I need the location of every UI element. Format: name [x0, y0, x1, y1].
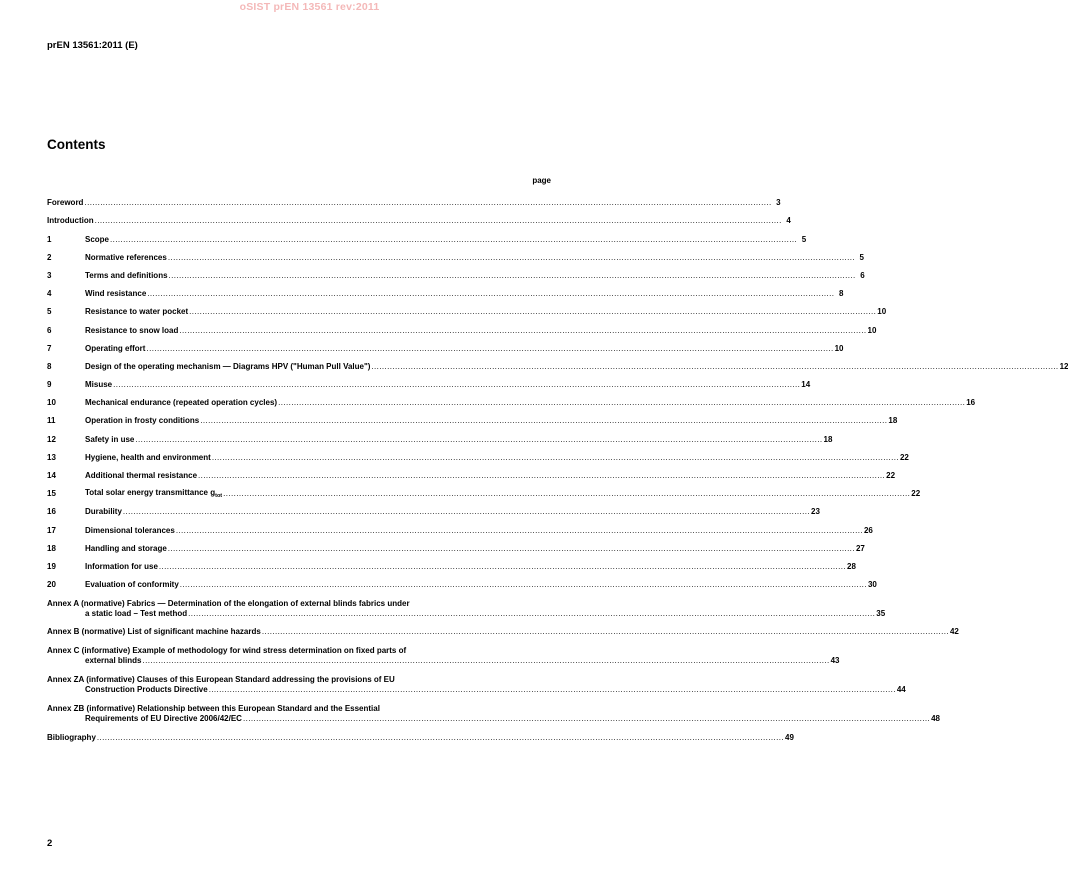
dot-leader: ...................................................................................................................................................................................................................................................................... — [122, 507, 811, 517]
watermark: oSIST prEN 13561 rev:2011 — [239, 1, 380, 13]
toc-entry-clause-6[interactable] — [47, 319, 877, 337]
dot-leader: ...................................................................................................................................................................................................................................................................... — [242, 714, 931, 724]
clause-number: 13 — [47, 452, 56, 462]
toc-entry-body — [85, 398, 976, 408]
toc-entry-foreword[interactable] — [47, 192, 781, 210]
annex-title-line1: Annex B (normative) List of significant machine hazards — [47, 627, 261, 637]
subscript: tot — [215, 493, 223, 500]
toc-page: 44 — [896, 685, 906, 695]
toc-title-text: Dimensional tolerances — [85, 525, 175, 535]
toc-entry-body — [47, 668, 906, 695]
dot-leader: ...................................................................................................................................................................................................................................................................... — [158, 561, 847, 571]
annex-title-continuation: external blinds — [85, 656, 142, 666]
toc-entry-clause-20[interactable] — [47, 574, 877, 592]
toc-entry-body — [47, 592, 886, 619]
toc-entry-bibliography[interactable] — [47, 726, 794, 744]
toc-title-text: Design of the operating mechanism — Diagrams HPV ("Human Pull Value") — [85, 361, 371, 371]
toc-title: Introduction — [47, 216, 94, 226]
toc-entry-body — [85, 343, 844, 354]
dot-leader: ...................................................................................................................................................................................................................................................................... — [261, 627, 949, 637]
page-column-label: page — [532, 176, 551, 185]
toc-entry-clause-2[interactable] — [47, 247, 864, 265]
toc-entry-clause-9[interactable] — [47, 374, 811, 392]
toc-entry-body — [85, 416, 898, 426]
dot-leader: ...................................................................................................................................................................................................................................................................... — [188, 609, 876, 619]
clause-number: 7 — [47, 343, 52, 353]
dot-leader: ...................................................................................................................................................................................................................................................................... — [110, 234, 798, 244]
toc-title — [85, 488, 222, 499]
toc-entry-body — [85, 525, 873, 536]
dot-leader: ...................................................................................................................................................................................................................................................................... — [189, 307, 877, 317]
annex-title-continuation: a static load – Test method — [85, 609, 188, 619]
toc-entry-body — [85, 380, 811, 390]
toc-entry-clause-13[interactable] — [47, 447, 909, 465]
toc-page: 23 — [811, 507, 820, 517]
dot-leader: ...................................................................................................................................................................................................................................................................... — [179, 325, 867, 335]
toc-title-text: Terms and definitions — [85, 270, 168, 280]
toc-title: Foreword — [47, 198, 84, 208]
toc-entry-body — [85, 434, 833, 445]
toc-page: 49 — [785, 732, 794, 742]
toc-entry-clause-11[interactable] — [47, 410, 898, 428]
toc-entry-clause-7[interactable] — [47, 338, 844, 356]
toc-title-text: Wind resistance — [85, 289, 147, 299]
toc-title — [85, 453, 211, 463]
toc-page: 35 — [876, 609, 886, 619]
toc-page: 8 — [838, 289, 844, 299]
toc-title — [85, 362, 370, 372]
toc-page: 48 — [931, 714, 940, 724]
dot-leader: ...................................................................................................................................................................................................................................................................... — [175, 525, 863, 535]
dot-leader: ...................................................................................................................................................................................................................................................................... — [94, 216, 782, 226]
clause-number: 11 — [47, 416, 56, 426]
dot-leader: ...................................................................................................................................................................................................................................................................... — [135, 434, 823, 444]
dot-leader: ...................................................................................................................................................................................................................................................................... — [278, 398, 966, 408]
toc-title — [85, 580, 179, 590]
toc-title-text: Scope — [85, 234, 110, 244]
toc-title-text: Resistance to water pocket — [85, 307, 189, 317]
toc-page: 18 — [823, 434, 833, 444]
dot-leader: ...................................................................................................................................................................................................................................................................... — [96, 732, 785, 742]
toc-title-text: Additional thermal resistance — [85, 471, 198, 480]
toc-entry-clause-5[interactable] — [47, 301, 887, 319]
toc-title-text: Operation in frosty conditions — [85, 416, 200, 426]
clause-number: 20 — [47, 580, 56, 590]
toc-entry-body — [85, 543, 865, 554]
toc-clauses — [47, 228, 1068, 592]
clause-number: 6 — [47, 325, 52, 335]
toc-page: 18 — [888, 416, 898, 426]
toc-title-text: Normative references — [85, 252, 167, 262]
toc-title-text: Mechanical endurance (repeated operation cycles) — [85, 398, 278, 408]
toc-title — [85, 507, 122, 517]
toc-title — [85, 526, 175, 536]
toc-title-text: Handling and storage — [85, 543, 167, 553]
clause-number: 14 — [47, 471, 56, 480]
toc-entry-clause-3[interactable] — [47, 265, 865, 283]
toc-entry-body — [85, 580, 877, 590]
toc-entry-body — [85, 452, 909, 463]
toc-entry-body — [85, 471, 896, 481]
dot-leader: ...................................................................................................................................................................................................................................................................... — [208, 685, 896, 695]
toc-page: 42 — [949, 627, 959, 637]
toc-entry-annex[interactable] — [47, 697, 940, 726]
toc-title — [85, 253, 167, 263]
annex-title-continuation: Requirements of EU Directive 2006/42/EC — [85, 714, 242, 724]
dot-leader: ...................................................................................................................................................................................................................................................................... — [223, 489, 911, 499]
annex-title-line1: Annex A (normative) Fabrics — Determination of the elongation of external blinds fabrics under — [47, 599, 410, 609]
toc-title-text: Safety in use — [85, 434, 135, 444]
toc-title: Bibliography — [47, 732, 96, 742]
toc-entry-annex[interactable] — [47, 668, 906, 697]
toc-page: 43 — [830, 656, 840, 666]
toc-entry-body — [85, 361, 1068, 372]
clause-number: 18 — [47, 543, 56, 553]
toc-title-text: Misuse — [85, 380, 113, 390]
annex-title-line1: Annex ZB (informative) Relationship between this European Standard and the Essential — [47, 704, 380, 714]
clause-number: 16 — [47, 507, 56, 517]
toc-entry-body — [47, 697, 940, 724]
toc-page: 3 — [776, 198, 781, 208]
toc-entry-clause-12[interactable] — [47, 428, 833, 446]
toc-page: 14 — [801, 380, 811, 390]
clause-number: 5 — [47, 307, 52, 317]
toc-entry-clause-19[interactable] — [47, 556, 856, 574]
dot-leader: ...................................................................................................................................................................................................................................................................... — [142, 656, 830, 666]
toc-entry-clause-8[interactable] — [47, 356, 1068, 374]
toc-page: 26 — [863, 525, 873, 535]
toc-entry-clause-14[interactable] — [47, 465, 896, 483]
toc-page: 16 — [966, 398, 976, 408]
clause-number: 9 — [47, 380, 52, 390]
toc-title — [85, 344, 145, 354]
toc-title-text: Evaluation of conformity — [85, 580, 179, 590]
toc-title — [85, 235, 109, 245]
clause-number: 17 — [47, 525, 56, 535]
toc-title — [85, 380, 112, 390]
toc-entry-clause-10[interactable] — [47, 392, 976, 410]
toc-entry-clause-17[interactable] — [47, 519, 873, 537]
annex-title-line1: Annex C (informative) Example of methodology for wind stress determination on fixed parts of — [47, 646, 407, 656]
toc-entry-annex[interactable] — [47, 639, 840, 668]
toc-annexes — [47, 592, 959, 726]
toc-entry-body — [85, 270, 865, 281]
dot-leader: ...................................................................................................................................................................................................................................................................... — [146, 343, 834, 353]
clause-number: 10 — [47, 398, 56, 408]
toc-page: 4 — [786, 216, 791, 226]
dot-leader: ...................................................................................................................................................................................................................................................................... — [84, 198, 772, 208]
annex-title-line2 — [47, 685, 906, 695]
toc-title-text: Operating effort — [85, 343, 146, 353]
toc-title — [85, 471, 197, 481]
toc-title-text: Resistance to snow load — [85, 325, 179, 335]
toc-title — [85, 289, 146, 299]
toc-entry-annex[interactable] — [47, 592, 886, 621]
toc-entry-clause-1[interactable] — [47, 228, 807, 246]
dot-leader: ...................................................................................................................................................................................................................................................................... — [179, 580, 867, 590]
toc-entry-body — [85, 561, 856, 572]
toc-page: 10 — [867, 325, 877, 335]
toc-title-text: Information for use — [85, 561, 158, 571]
clause-number: 4 — [47, 289, 52, 299]
toc-entry-body — [85, 488, 921, 500]
toc-title-text: Hygiene, health and environment — [85, 452, 211, 462]
toc-page: 30 — [867, 580, 877, 590]
toc-page: 10 — [834, 343, 844, 353]
toc-entry-clause-16[interactable] — [47, 501, 820, 519]
dot-leader: ...................................................................................................................................................................................................................................................................... — [198, 471, 886, 480]
dot-leader: ...................................................................................................................................................................................................................................................................... — [113, 380, 801, 390]
toc-title — [85, 326, 178, 336]
toc-title — [85, 562, 158, 572]
toc-entry-clause-18[interactable] — [47, 538, 865, 556]
document-id: prEN 13561:2011 (E) — [47, 40, 138, 51]
clause-number: 2 — [47, 252, 52, 262]
toc-page: 27 — [855, 543, 865, 553]
toc-page: 12 — [1059, 361, 1068, 371]
annex-title-line1: Annex ZA (informative) Clauses of this European Standard addressing the provisions of EU — [47, 675, 395, 685]
annex-title-line2 — [47, 714, 940, 724]
toc-title — [85, 271, 168, 281]
dot-leader: ...................................................................................................................................................................................................................................................................... — [167, 252, 855, 262]
clause-number: 15 — [47, 489, 56, 499]
page-number: 2 — [47, 838, 53, 849]
toc-entry-body — [85, 252, 864, 263]
dot-leader: ...................................................................................................................................................................................................................................................................... — [371, 361, 1059, 371]
toc-title — [85, 544, 167, 554]
toc-page: 28 — [847, 561, 856, 571]
toc-entry-body — [85, 325, 877, 336]
clause-number: 3 — [47, 270, 52, 280]
toc-page: 6 — [860, 270, 865, 280]
toc-entry-body — [85, 289, 844, 299]
toc-page: 22 — [911, 489, 921, 499]
clause-number: 1 — [47, 234, 52, 244]
dot-leader: ...................................................................................................................................................................................................................................................................... — [200, 416, 888, 426]
toc-page: 5 — [801, 234, 807, 244]
contents-heading: Contents — [47, 137, 106, 152]
clause-number: 19 — [47, 561, 56, 571]
dot-leader: ...................................................................................................................................................................................................................................................................... — [147, 289, 835, 299]
toc-entry-body — [47, 639, 840, 666]
toc-title — [85, 416, 199, 426]
toc-title-text: Durability — [85, 507, 122, 517]
dot-leader: ...................................................................................................................................................................................................................................................................... — [211, 452, 899, 462]
toc-page: 10 — [877, 307, 887, 317]
toc-entry-body — [85, 507, 820, 517]
toc-entry-body — [47, 627, 959, 637]
toc-page: 5 — [859, 252, 864, 262]
toc-entry-introduction[interactable] — [47, 210, 791, 228]
toc-title — [85, 435, 134, 445]
dot-leader: ...................................................................................................................................................................................................................................................................... — [168, 270, 856, 280]
toc-title — [85, 398, 277, 408]
dot-leader: ...................................................................................................................................................................................................................................................................... — [167, 543, 855, 553]
clause-number: 8 — [47, 361, 52, 371]
table-of-contents — [47, 192, 1068, 745]
clause-number: 12 — [47, 434, 56, 444]
toc-page: 22 — [899, 452, 909, 462]
annex-title-continuation: Construction Products Directive — [85, 685, 208, 695]
toc-entry-body — [85, 234, 807, 245]
annex-title-line2 — [47, 656, 840, 666]
toc-entry-annex[interactable] — [47, 621, 959, 639]
toc-entry-body — [85, 307, 887, 317]
toc-title-text: Total solar energy transmittance g — [85, 488, 216, 498]
toc-entry-clause-4[interactable] — [47, 283, 844, 301]
toc-page: 22 — [886, 471, 896, 480]
toc-entry-clause-15[interactable] — [47, 483, 921, 501]
annex-title-line2 — [47, 609, 886, 619]
toc-title — [85, 307, 188, 317]
